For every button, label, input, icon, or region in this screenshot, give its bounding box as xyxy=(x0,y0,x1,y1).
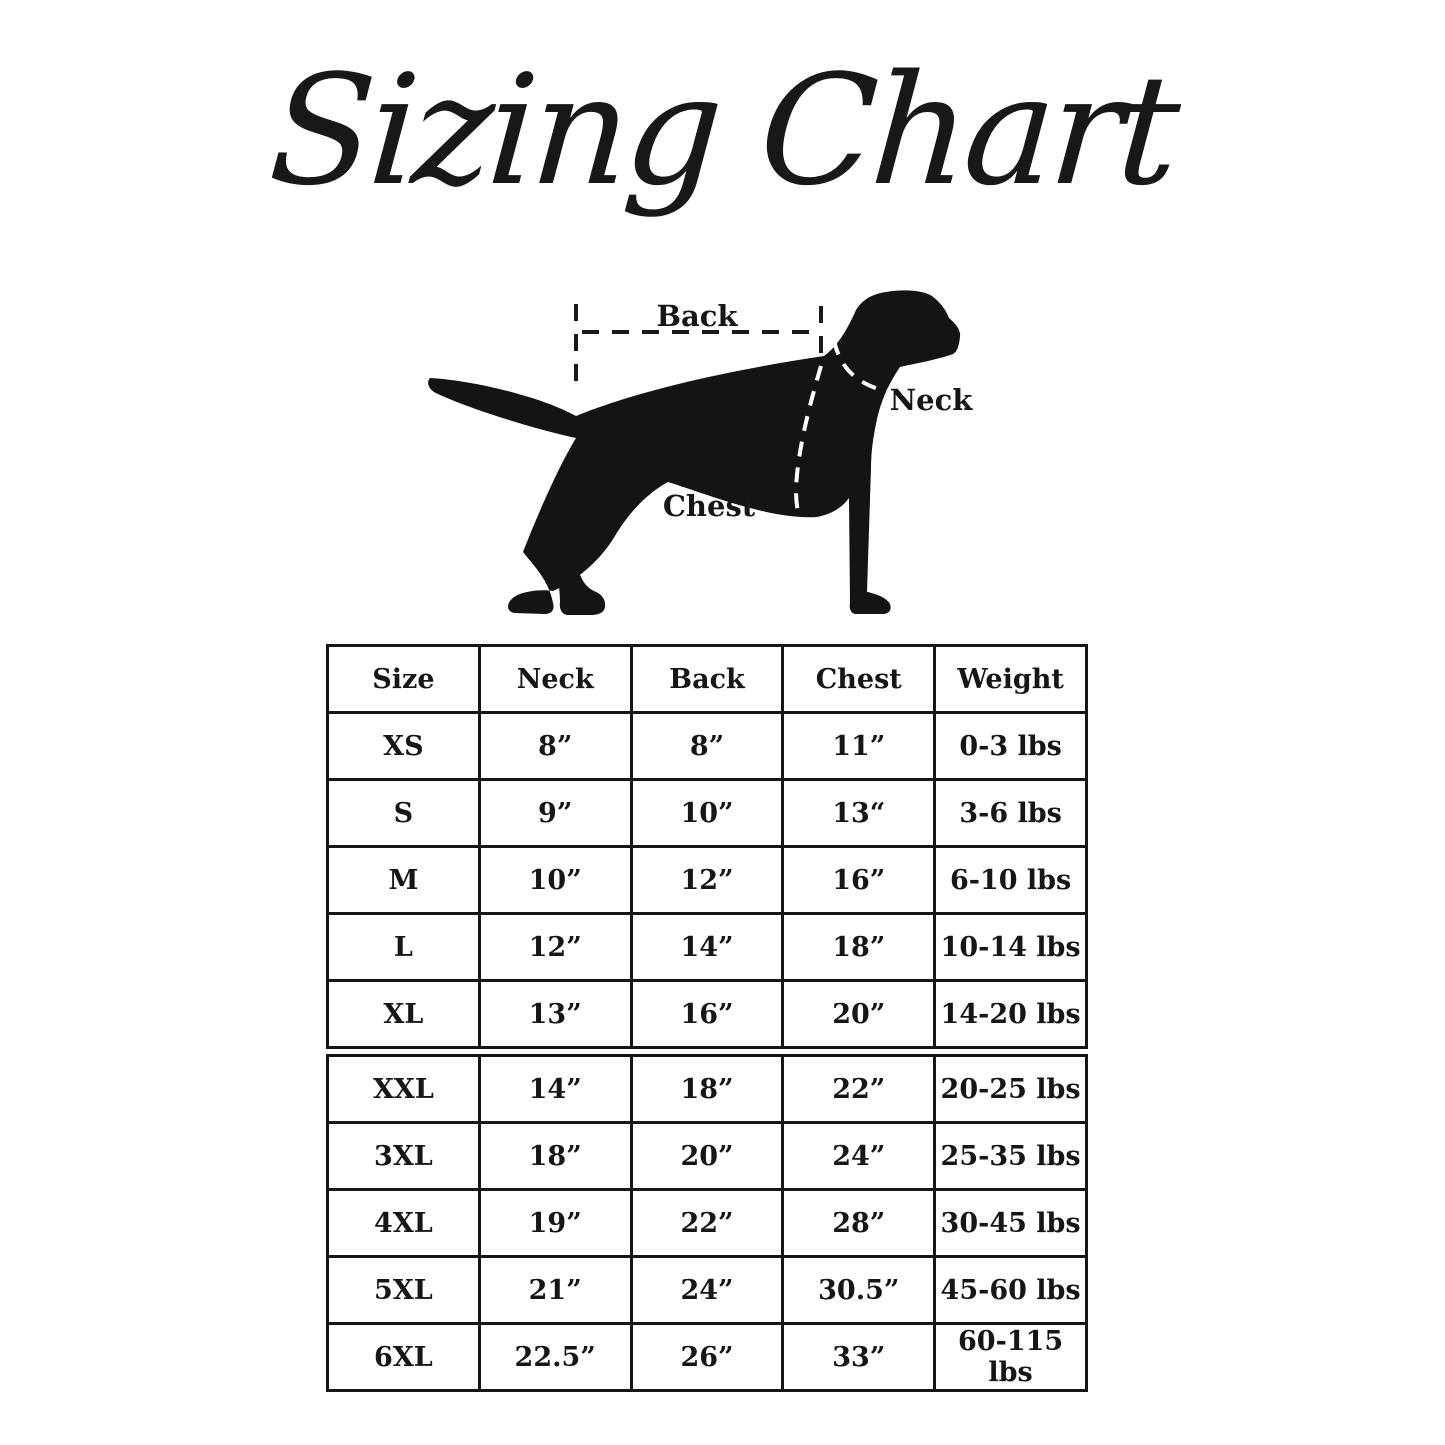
table-row xyxy=(328,713,1087,780)
table-cell: L xyxy=(328,914,480,981)
table-cell: 4XL xyxy=(328,1190,480,1257)
dog-diagram-svg xyxy=(400,280,1020,640)
table-cell: 22.5” xyxy=(479,1324,631,1391)
table-cell: 18” xyxy=(479,1123,631,1190)
table-cell: 19” xyxy=(479,1190,631,1257)
table-row xyxy=(328,1257,1087,1324)
table-row xyxy=(328,1123,1087,1190)
table-cell: 16” xyxy=(631,981,783,1048)
sizing-table-body-upper xyxy=(328,713,1087,1048)
table-cell: 14” xyxy=(631,914,783,981)
table-cell: 16” xyxy=(783,847,935,914)
page-title: Sizing Chart xyxy=(264,42,1181,219)
sizing-table-upper-section xyxy=(326,644,1088,1049)
table-cell: 8” xyxy=(631,713,783,780)
table-row xyxy=(328,981,1087,1048)
table-cell: 22” xyxy=(631,1190,783,1257)
table-row xyxy=(328,914,1087,981)
table-cell: 12” xyxy=(479,914,631,981)
table-cell: M xyxy=(328,847,480,914)
dog-measurement-diagram xyxy=(400,280,1020,640)
table-cell: 20” xyxy=(631,1123,783,1190)
table-cell: 5XL xyxy=(328,1257,480,1324)
column-header: Size xyxy=(328,646,480,713)
table-cell: 25-35 lbs xyxy=(935,1123,1087,1190)
table-cell: 18” xyxy=(783,914,935,981)
table-cell: S xyxy=(328,780,480,847)
table-cell: 30.5” xyxy=(783,1257,935,1324)
column-header: Chest xyxy=(783,646,935,713)
table-cell: 21” xyxy=(479,1257,631,1324)
table-cell: 20-25 lbs xyxy=(935,1056,1087,1123)
column-header: Weight xyxy=(935,646,1087,713)
chest-label: Chest xyxy=(662,489,756,523)
table-cell: 24” xyxy=(631,1257,783,1324)
table-row xyxy=(328,847,1087,914)
table-row xyxy=(328,780,1087,847)
table-cell: 3XL xyxy=(328,1123,480,1190)
table-cell: 13” xyxy=(479,981,631,1048)
table-cell: XL xyxy=(328,981,480,1048)
back-label: Back xyxy=(656,299,738,333)
table-cell: 10-14 lbs xyxy=(935,914,1087,981)
table-cell: 28” xyxy=(783,1190,935,1257)
table-row xyxy=(328,1056,1087,1123)
sizing-table xyxy=(326,644,1088,1392)
table-cell: 6-10 lbs xyxy=(935,847,1087,914)
sizing-table-lower-section xyxy=(326,1054,1088,1392)
table-cell: 9” xyxy=(479,780,631,847)
table-cell: 33” xyxy=(783,1324,935,1391)
table-cell: 14-20 lbs xyxy=(935,981,1087,1048)
table-header-row xyxy=(328,646,1087,713)
table-cell: 6XL xyxy=(328,1324,480,1391)
table-cell: 20” xyxy=(783,981,935,1048)
neck-label: Neck xyxy=(889,383,973,417)
table-cell: 30-45 lbs xyxy=(935,1190,1087,1257)
sizing-table-header xyxy=(328,646,1087,713)
table-row xyxy=(328,1190,1087,1257)
sizing-table-body-lower xyxy=(328,1056,1087,1391)
table-cell: 11” xyxy=(783,713,935,780)
column-header: Back xyxy=(631,646,783,713)
table-cell: 10” xyxy=(479,847,631,914)
table-cell: 13“ xyxy=(783,780,935,847)
column-header: Neck xyxy=(479,646,631,713)
table-cell: 22” xyxy=(783,1056,935,1123)
table-cell: 18” xyxy=(631,1056,783,1123)
table-cell: 8” xyxy=(479,713,631,780)
table-cell: 60-115 lbs xyxy=(935,1324,1087,1391)
table-cell: XXL xyxy=(328,1056,480,1123)
table-cell: XS xyxy=(328,713,480,780)
dog-silhouette xyxy=(428,290,960,614)
table-cell: 10” xyxy=(631,780,783,847)
table-cell: 12” xyxy=(631,847,783,914)
table-cell: 24” xyxy=(783,1123,935,1190)
table-cell: 3-6 lbs xyxy=(935,780,1087,847)
table-row xyxy=(328,1324,1087,1391)
table-cell: 0-3 lbs xyxy=(935,713,1087,780)
table-cell: 14” xyxy=(479,1056,631,1123)
table-cell: 45-60 lbs xyxy=(935,1257,1087,1324)
table-cell: 26” xyxy=(631,1324,783,1391)
